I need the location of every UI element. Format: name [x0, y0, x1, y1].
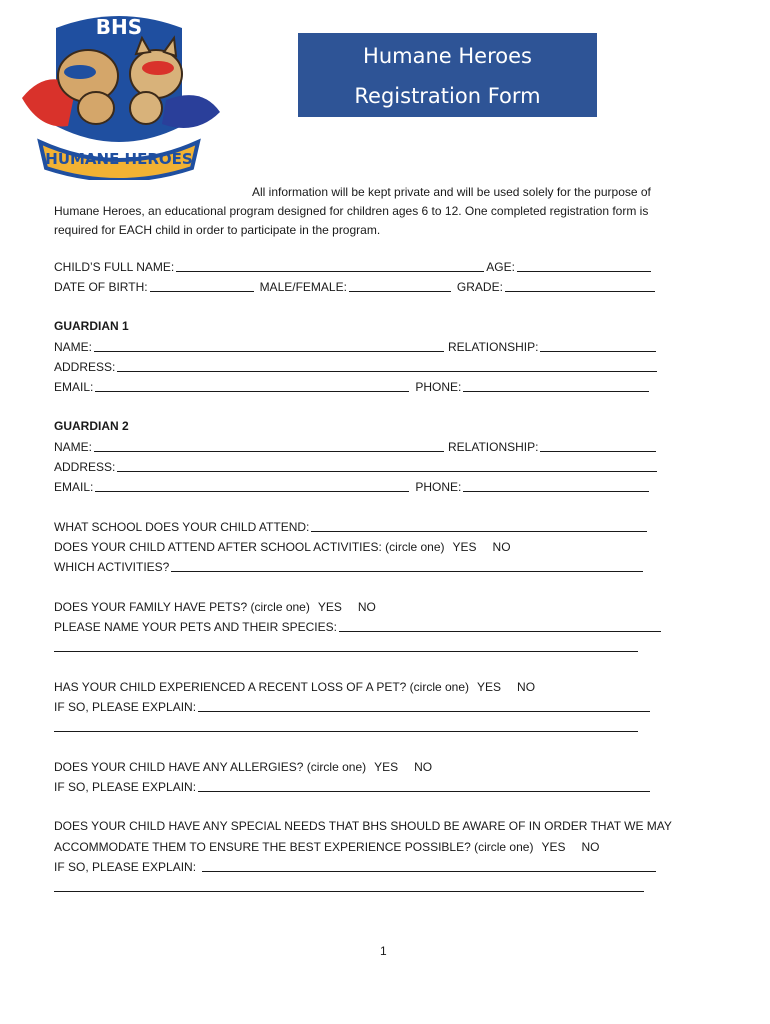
dog-body: [78, 92, 114, 124]
pets-row: [54, 598, 376, 614]
guardian1-email-field[interactable]: [95, 380, 409, 392]
allergies-question: DOES YOUR CHILD HAVE ANY ALLERGIES? (circle one): [54, 760, 367, 774]
loss-explain-label: IF SO, PLEASE EXPLAIN:: [54, 700, 197, 714]
guardian2-address-field[interactable]: [117, 460, 657, 472]
loss-question: HAS YOUR CHILD EXPERIENCED A RECENT LOSS OF A PET? (circle one): [54, 680, 470, 694]
pet-names-label: PLEASE NAME YOUR PETS AND THEIR SPECIES:: [54, 620, 337, 634]
school-field[interactable]: [311, 520, 647, 532]
age-field[interactable]: [517, 260, 651, 272]
loss-no-option[interactable]: NO: [517, 680, 536, 694]
school-row: [54, 518, 649, 534]
loss-explain-field[interactable]: [198, 700, 650, 712]
activities-label: WHICH ACTIVITIES?: [54, 560, 170, 574]
guardian1-phone-label: PHONE:: [415, 380, 462, 394]
guardian1-relationship-field[interactable]: [540, 340, 656, 352]
pets-question: DOES YOUR FAMILY HAVE PETS? (circle one): [54, 600, 310, 614]
special-needs-no-option[interactable]: NO: [581, 840, 600, 854]
cat-cape: [162, 95, 220, 128]
pets-no-option[interactable]: NO: [357, 600, 376, 614]
special-needs-question-line2: ACCOMMODATE THEM TO ENSURE THE BEST EXPERIENCE POSSIBLE? (circle one): [54, 840, 534, 854]
guardian2-phone-label: PHONE:: [415, 480, 462, 494]
guardian2-email-label: EMAIL:: [54, 480, 94, 494]
guardian2-relationship-label: RELATIONSHIP:: [448, 440, 539, 454]
logo-top-text: BHS: [95, 15, 143, 39]
form-title-line2: Registration Form: [354, 84, 541, 108]
loss-explain-row: [54, 698, 652, 714]
form-title-box: [298, 33, 597, 117]
guardian2-email-row: [54, 478, 651, 494]
guardian2-email-field[interactable]: [95, 480, 409, 492]
grade-field[interactable]: [505, 280, 655, 292]
after-school-question: DOES YOUR CHILD ATTEND AFTER SCHOOL ACTIVITIES: (circle one): [54, 540, 445, 554]
loss-row: [54, 678, 535, 694]
special-explain-field-2[interactable]: [54, 880, 644, 892]
guardian1-name-label: NAME:: [54, 340, 93, 354]
intro-paragraph: [54, 183, 704, 240]
guardian2-relationship-field[interactable]: [540, 440, 656, 452]
guardian1-address-field[interactable]: [117, 360, 657, 372]
page-number: 1: [380, 944, 387, 958]
pet-names-row: [54, 618, 663, 634]
guardian2-name-label: NAME:: [54, 440, 93, 454]
special-explain-row-2: [54, 878, 646, 894]
cat-body: [130, 92, 162, 124]
logo-banner-text: HUMANE HEROES: [45, 150, 193, 168]
allergies-no-option[interactable]: NO: [414, 760, 433, 774]
guardian2-name-row: [54, 438, 658, 454]
child-name-row: [54, 258, 653, 274]
allergies-row: [54, 758, 432, 774]
guardian1-email-row: [54, 378, 651, 394]
intro-line-1: All information will be kept private and will be used solely for the purpose of: [252, 185, 651, 199]
pet-names-field-2[interactable]: [54, 640, 638, 652]
guardian1-address-row: [54, 358, 659, 374]
activities-field[interactable]: [171, 560, 643, 572]
guardian2-name-field[interactable]: [94, 440, 444, 452]
pet-names-field[interactable]: [339, 620, 661, 632]
allergies-yes-option[interactable]: YES: [374, 760, 399, 774]
intro-line-2: Humane Heroes, an educational program designed for children ages 6 to 12. One completed registration form is: [54, 204, 649, 218]
guardian2-phone-field[interactable]: [463, 480, 649, 492]
child-name-label: CHILD’S FULL NAME:: [54, 260, 175, 274]
guardian1-relationship-label: RELATIONSHIP:: [448, 340, 539, 354]
special-needs-row: [54, 838, 599, 854]
dog-mask: [64, 65, 96, 79]
guardian1-address-label: ADDRESS:: [54, 360, 116, 374]
dob-field[interactable]: [150, 280, 254, 292]
sex-label: MALE/FEMALE:: [259, 280, 347, 294]
guardian2-address-label: ADDRESS:: [54, 460, 116, 474]
activities-row: [54, 558, 645, 574]
dob-row: [54, 278, 657, 294]
age-label: AGE:: [486, 260, 515, 274]
allergies-explain-field[interactable]: [198, 780, 650, 792]
bhs-humane-heroes-logo: [16, 8, 222, 180]
pets-yes-option[interactable]: YES: [317, 600, 342, 614]
guardian1-name-field[interactable]: [94, 340, 444, 352]
special-explain-label: IF SO, PLEASE EXPLAIN:: [54, 860, 197, 874]
after-school-yes-option[interactable]: YES: [452, 540, 477, 554]
guardian2-heading: GUARDIAN 2: [54, 419, 129, 433]
intro-line-3: required for EACH child in order to participate in the program.: [54, 223, 381, 237]
pet-names-row-2: [54, 638, 640, 654]
guardian1-email-label: EMAIL:: [54, 380, 94, 394]
dob-label: DATE OF BIRTH:: [54, 280, 148, 294]
after-school-row: [54, 538, 511, 554]
after-school-no-option[interactable]: NO: [492, 540, 511, 554]
special-explain-field[interactable]: [202, 860, 656, 872]
allergies-explain-label: IF SO, PLEASE EXPLAIN:: [54, 780, 197, 794]
special-explain-row: [54, 858, 658, 874]
cat-mask: [142, 61, 174, 75]
special-needs-question-line1: DOES YOUR CHILD HAVE ANY SPECIAL NEEDS THAT BHS SHOULD BE AWARE OF IN ORDER THAT WE MAY: [54, 819, 672, 833]
guardian1-heading: GUARDIAN 1: [54, 319, 129, 333]
grade-label: GRADE:: [456, 280, 503, 294]
guardian2-address-row: [54, 458, 659, 474]
sex-field[interactable]: [349, 280, 451, 292]
loss-explain-row-2: [54, 718, 640, 734]
child-name-field[interactable]: [176, 260, 484, 272]
form-title-line1: Humane Heroes: [363, 44, 532, 68]
special-needs-yes-option[interactable]: YES: [541, 840, 566, 854]
loss-explain-field-2[interactable]: [54, 720, 638, 732]
guardian1-phone-field[interactable]: [463, 380, 649, 392]
school-label: WHAT SCHOOL DOES YOUR CHILD ATTEND:: [54, 520, 310, 534]
allergies-explain-row: [54, 778, 652, 794]
guardian1-name-row: [54, 338, 658, 354]
loss-yes-option[interactable]: YES: [477, 680, 502, 694]
